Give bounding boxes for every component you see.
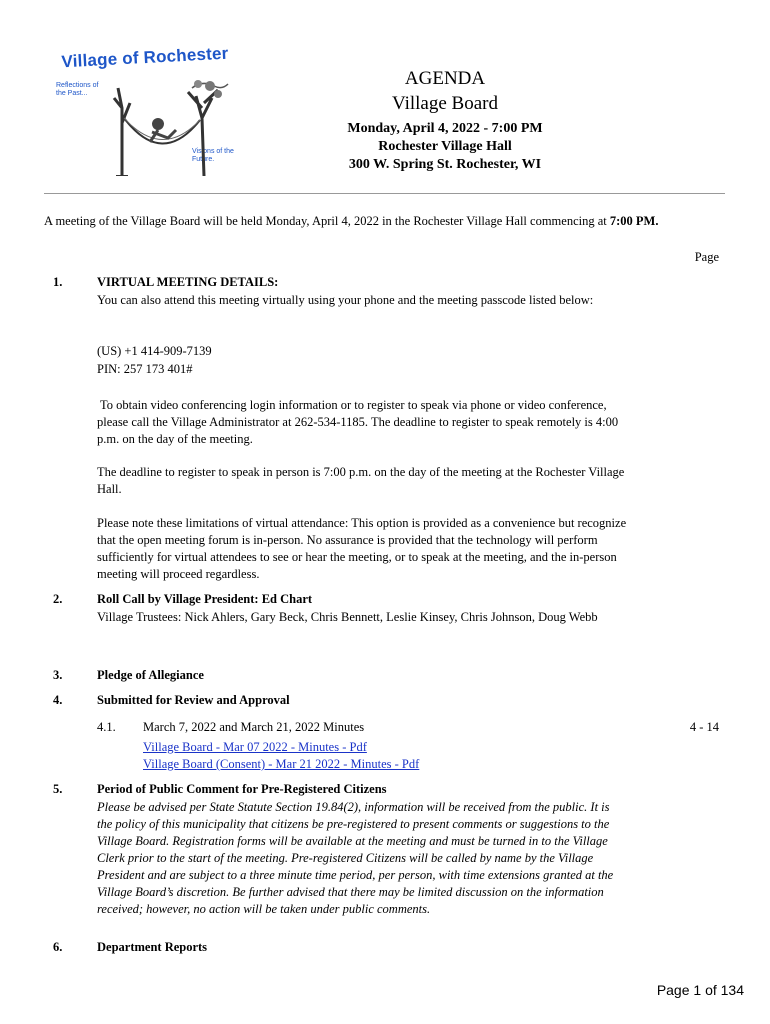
logo-tagline-left: Reflections of the Past... (56, 82, 99, 97)
meeting-address: 300 W. Spring St. Rochester, WI (348, 157, 542, 172)
item-paragraph: Village Trustees: Nick Ahlers, Gary Beck, Chris Bennett, Leslie Kinsey, Chris Johnson, Doug Webb (97, 610, 598, 624)
item-number: 3. (53, 668, 63, 682)
item-title: Roll Call by Village President: Ed Chart (97, 592, 313, 606)
subitem-pages: 4 - 14 (689, 720, 719, 734)
minutes-link-mar-07[interactable]: Village Board - Mar 07 2022 - Minutes - Pdf (143, 740, 367, 754)
page-counter: Page 1 of 134 (656, 982, 744, 998)
minutes-link-mar-21[interactable]: Village Board (Consent) - Mar 21 2022 - Minutes - Pdf (143, 757, 420, 771)
logo-tagline-right: Visions of the Future. (192, 148, 234, 163)
meeting-pin: PIN: 257 173 401# (97, 362, 193, 376)
page-column-label: Page (694, 250, 719, 264)
item-title: VIRTUAL MEETING DETAILS: (97, 275, 279, 289)
item-number: 1. (53, 275, 63, 289)
village-logo (52, 43, 238, 180)
item-number: 5. (53, 782, 63, 796)
item-title: Period of Public Comment for Pre-Registered Citizens (97, 782, 387, 796)
item-paragraph: Please note these limitations of virtual attendance: This option is provided as a convenience but recognize that the open meeting forum is in-person. No assurance is provided that the technology will perform sufficiently for virtual attendees to see or hear the meeting, or to speak at the meeting, and the in-person meeting will proceed regardless. (97, 516, 627, 581)
subitem-number: 4.1. (97, 720, 116, 734)
phone-number: (US) +1 414-909-7139 (97, 344, 212, 358)
agenda-heading: AGENDA (404, 68, 486, 89)
board-heading: Village Board (392, 93, 498, 114)
intro-time: 7:00 PM. (609, 214, 659, 228)
item-title: Submitted for Review and Approval (97, 693, 290, 707)
intro-text: A meeting of the Village Board will be held Monday, April 4, 2022 in the Rochester Village Hall commencing at (44, 214, 610, 228)
item-paragraph: You can also attend this meeting virtually using your phone and the meeting passcode listed below: (97, 293, 594, 307)
meeting-location: Rochester Village Hall (378, 139, 512, 154)
subitem-title: March 7, 2022 and March 21, 2022 Minutes (143, 720, 365, 734)
meeting-date-time: Monday, April 4, 2022 - 7:00 PM (347, 121, 543, 136)
item-title: Department Reports (97, 940, 208, 954)
item-number: 6. (53, 940, 63, 954)
item-title: Pledge of Allegiance (97, 668, 204, 682)
item-number: 2. (53, 592, 63, 606)
header-divider (44, 193, 725, 194)
item-number: 4. (53, 693, 63, 707)
hammock-tree-illustration (92, 68, 232, 176)
logo-title: Village of Rochester (61, 43, 229, 72)
public-comment-notice: Please be advised per State Statute Section 19.84(2), information will be received from the public. It is the policy of this municipality that citizens be pre-registered to present comments or suggestions to the Village Board. Registration forms will be available at the meeting and must be turned in to the Village Clerk prior to the start of the meeting. Pre-registered Citizens will be called by name by the Village President and are subject to a three minute time period, per person, with time extensions granted at the Village Board’s discretion. Be further advised that there may be limited discussion on the information received; however, no action will be taken under public comments. (97, 800, 614, 916)
item-paragraph: To obtain video conferencing login information or to register to speak via phone or video conference, please call the Village Administrator at 262-534-1185. The deadline to register to speak remotely is 4:00 p.m. on the day of the meeting. (97, 398, 619, 446)
intro-paragraph (44, 213, 724, 230)
item-paragraph: The deadline to register to speak in person is 7:00 p.m. on the day of the meeting at the Rochester Village Hall. (97, 465, 625, 496)
